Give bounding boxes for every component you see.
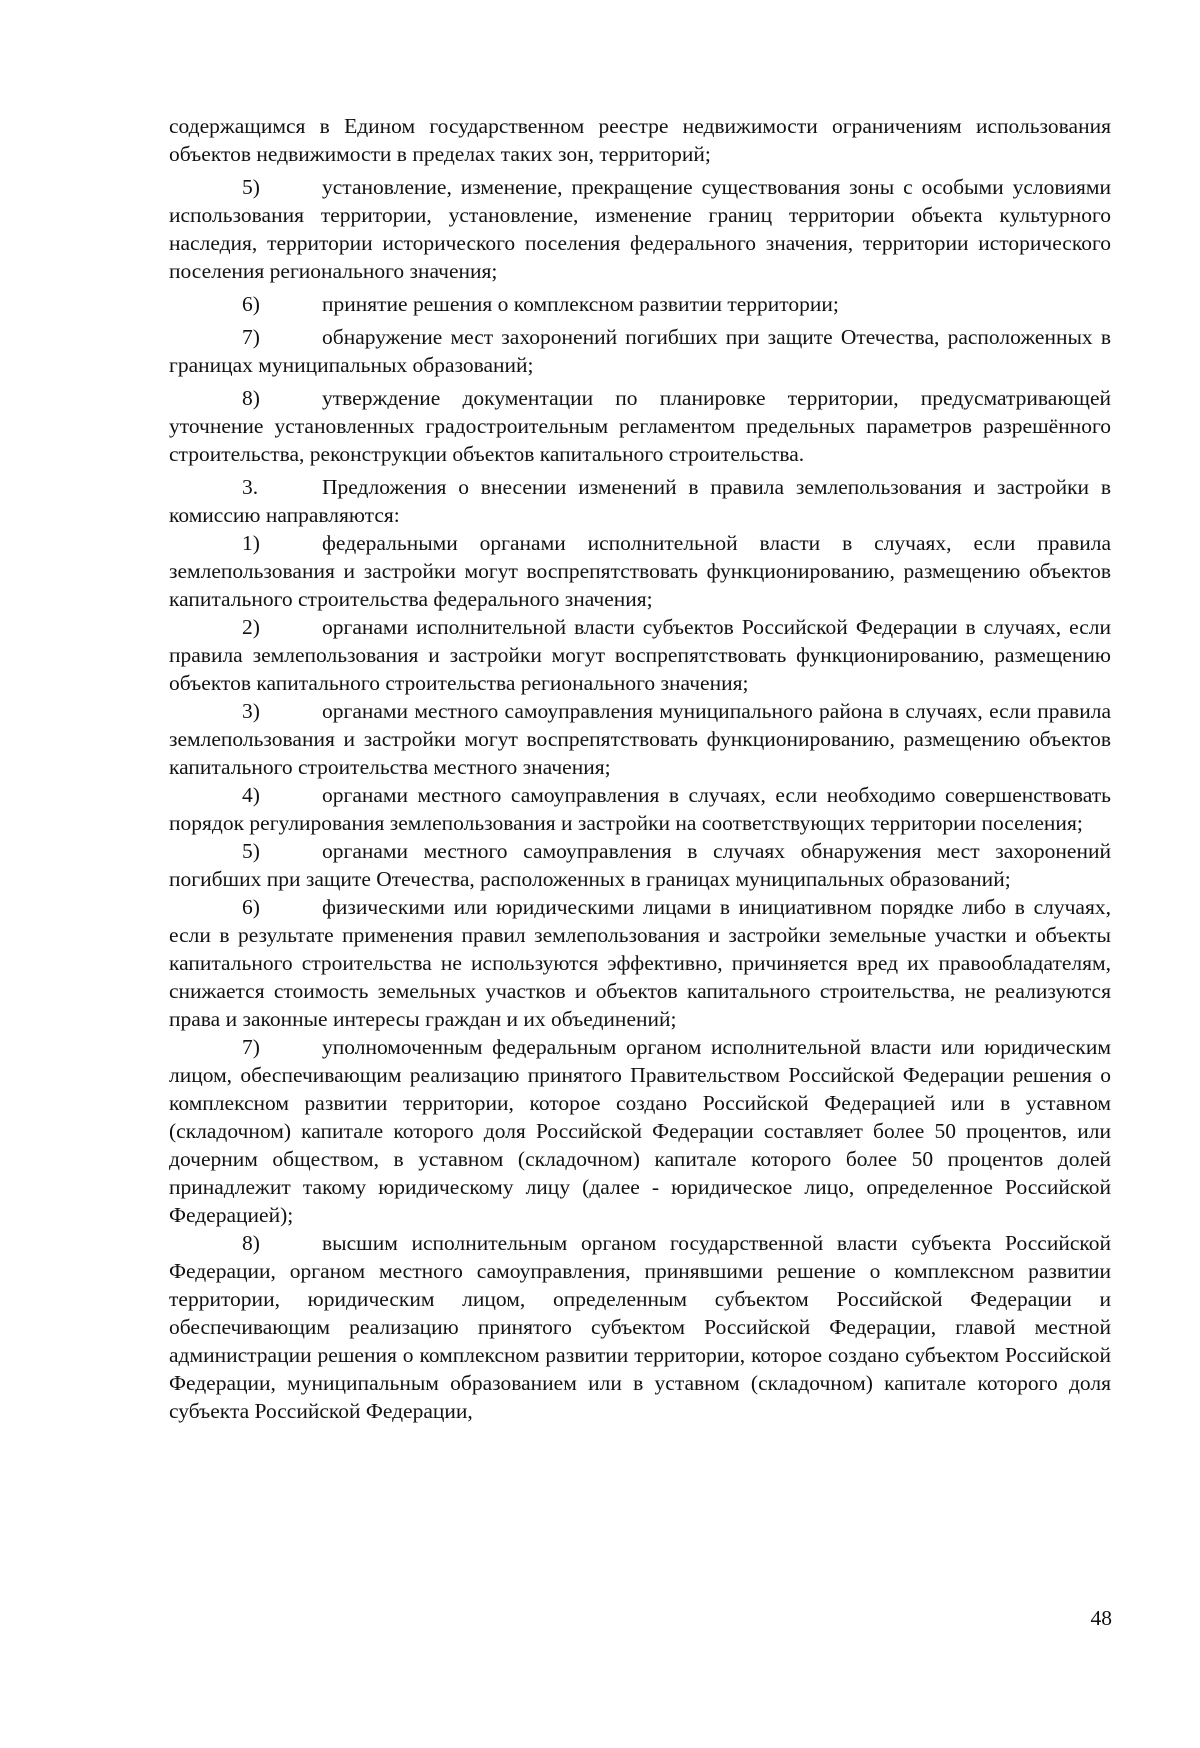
item-number: 2) (242, 615, 260, 639)
item-text: физическими или юридическими лицами в инициативном порядке либо в случаях, если в результате применения правил землепользования и застройки земельные участки и объекты капитального строительства не используются эффективно, причиняется вред их правообладателям, снижается стоимость земельных участков и объектов капитального строительства, не реализуются права и законные интересы граждан и их объединений; (169, 895, 1111, 1031)
item-number: 4) (242, 783, 260, 807)
list-item (169, 290, 1111, 318)
item-text: утверждение документации по планировке территории, предусматривающей уточнение установленных градостроительным регламентом предельных параметров разрешённого строительства, реконструкции объектов капитального строительства. (169, 386, 1111, 466)
section-text: Предложения о внесении изменений в правила землепользования и застройки в комиссию направляются: (169, 475, 1111, 527)
list-item (169, 173, 1111, 285)
item-number: 6) (242, 292, 260, 316)
list-item (169, 893, 1111, 1033)
list-item (169, 697, 1111, 781)
list-item (169, 529, 1111, 613)
item-text: органами местного самоуправления муниципального района в случаях, если правила землепользования и застройки могут воспрепятствовать функционированию, размещению объектов капитального строительства местного значения; (169, 699, 1111, 779)
item-number: 3) (242, 699, 260, 723)
list-item (169, 837, 1111, 893)
item-text: органами местного самоуправления в случаях обнаружения мест захоронений погибших при защите Отечества, расположенных в границах муниципальных образований; (169, 839, 1111, 891)
item-number: 7) (242, 325, 260, 349)
item-text: принятие решения о комплексном развитии территории; (322, 292, 839, 316)
list-item (169, 1033, 1111, 1229)
item-text: органами местного самоуправления в случаях, если необходимо совершенствовать порядок регулирования землепользования и застройки на соответствующих территории поселения; (169, 783, 1111, 835)
item-number: 5) (242, 175, 260, 199)
list-item (169, 323, 1111, 379)
item-number: 5) (242, 839, 260, 863)
section-number: 3. (242, 475, 259, 499)
item-text: уполномоченным федеральным органом исполнительной власти или юридическим лицом, обеспечивающим реализацию принятого Правительством Российской Федерации решения о комплексном развитии территории, которое создано Российской Федерацией или в уставном (складочном) капитале которого доля Российской Федерации составляет более 50 процентов, или дочерним обществом, в уставном (складочном) капитале которого более 50 процентов долей принадлежит такому юридическому лицу (далее - юридическое лицо, определенное Российской Федерацией); (169, 1035, 1111, 1227)
item-number: 6) (242, 895, 260, 919)
section-heading (169, 473, 1111, 529)
item-text: федеральными органами исполнительной власти в случаях, если правила землепользования и застройки могут воспрепятствовать функционированию, размещению объектов капитального строительства федерального значения; (169, 531, 1111, 611)
item-number: 7) (242, 1035, 260, 1059)
item-number: 8) (242, 386, 260, 410)
page-number: 48 (1090, 1606, 1112, 1630)
item-text: высшим исполнительным органом государственной власти субъекта Российской Федерации, органом местного самоуправления, принявшими решение о комплексном развитии территории, юридическим лицом, определенным субъектом Российской Федерации и обеспечивающим реализацию принятого субъектом Российской Федерации, главой местной администрации решения о комплексном развитии территории, которое создано субъектом Российской Федерации, муниципальным образованием или в уставном (складочном) капитале которого доля субъекта Российской Федерации, (169, 1231, 1111, 1423)
item-text: установление, изменение, прекращение существования зоны с особыми условиями использования территории, установление, изменение границ территории объекта культурного наследия, территории исторического поселения федерального значения, территории исторического поселения регионального значения; (169, 175, 1111, 283)
list-item (169, 384, 1111, 468)
lead-paragraph: содержащимся в Едином государственном реестре недвижимости ограничениям использования объектов недвижимости в пределах таких зон, территорий; (169, 114, 1111, 166)
list-item (169, 613, 1111, 697)
item-text: обнаружение мест захоронений погибших при защите Отечества, расположенных в границах муниципальных образований; (169, 325, 1111, 377)
list-item (169, 781, 1111, 837)
item-number: 8) (242, 1231, 260, 1255)
list-item (169, 1229, 1111, 1425)
item-text: органами исполнительной власти субъектов Российской Федерации в случаях, если правила землепользования и застройки могут воспрепятствовать функционированию, размещению объектов капитального строительства регионального значения; (169, 615, 1111, 695)
document-body (169, 112, 1111, 1425)
item-number: 1) (242, 531, 260, 555)
